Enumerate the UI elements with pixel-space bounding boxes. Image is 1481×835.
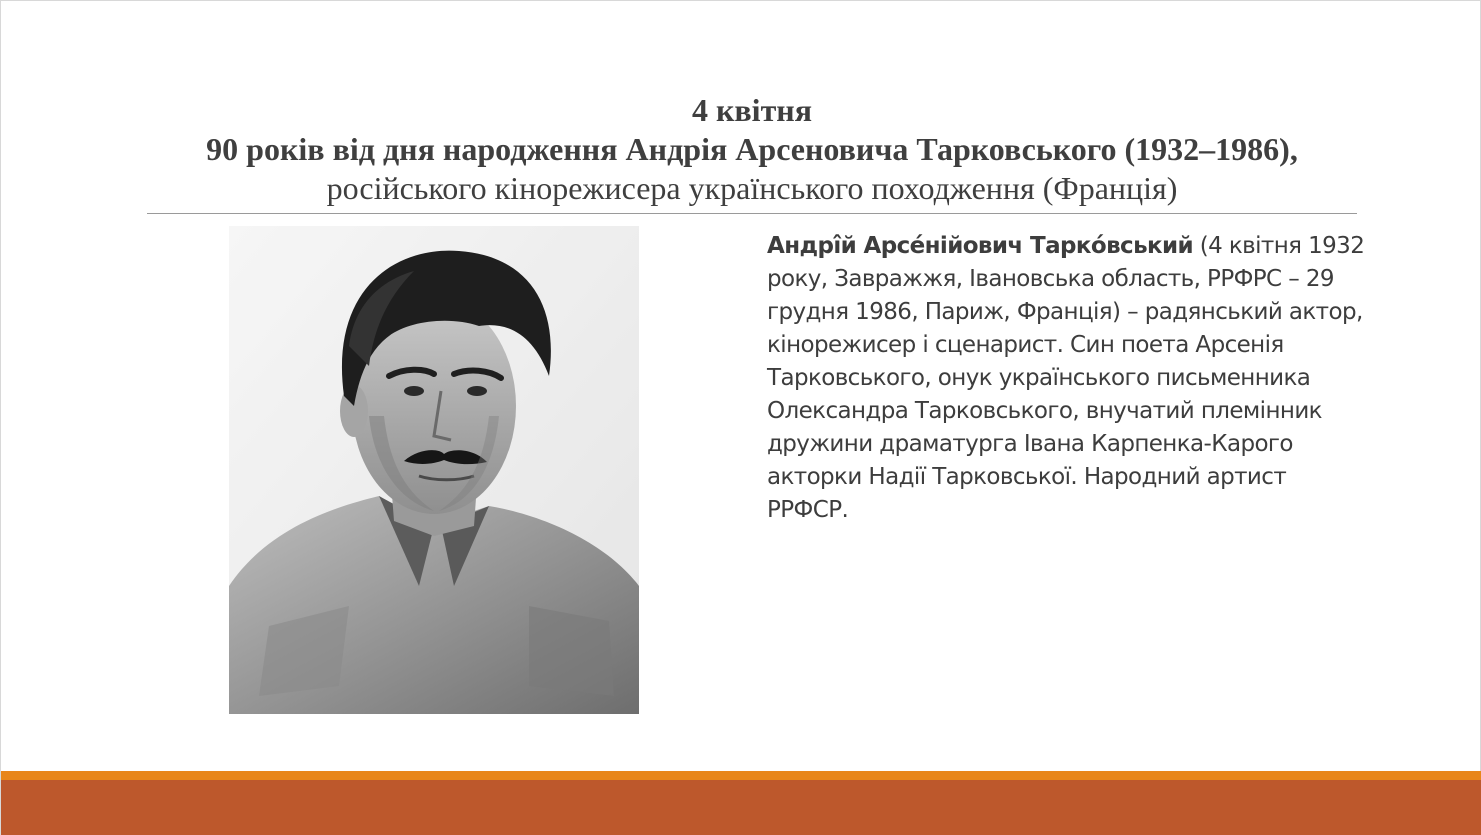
- title-main-regular: російського кінорежисера українського походження (Франція): [326, 170, 1178, 206]
- footer-accent-bar-thin: [1, 771, 1481, 780]
- title-main-bold: 90 років від дня народження Андрія Арсеновича Тарковського (1932–1986),: [206, 131, 1298, 167]
- slide-title: [147, 91, 1357, 208]
- footer-accent-bar-thick: [1, 780, 1481, 835]
- bio-person-name: Андрі̂й Арсе́нійович Тарко́вський: [767, 233, 1194, 259]
- title-date: 4 квітня: [691, 92, 813, 128]
- title-divider: [147, 213, 1357, 214]
- portrait-photo: [229, 226, 639, 714]
- portrait-illustration: [229, 226, 639, 714]
- biography-text: [767, 230, 1367, 527]
- bio-body: (4 квітня 1932 року, Завражжя, Івановська область, РРФРС – 29 грудня 1986, Париж, Франція) – радянський актор, кінорежисер і сценарист. Син поета Арсенія Тарковського, онук українського письменника Олександра Тарковського, внучатий племінник дружини драматурга Івана Карпенка-Карого акторки Надії Тарковської. Народний артист РРФСР.: [767, 233, 1365, 523]
- title-main: [147, 130, 1357, 208]
